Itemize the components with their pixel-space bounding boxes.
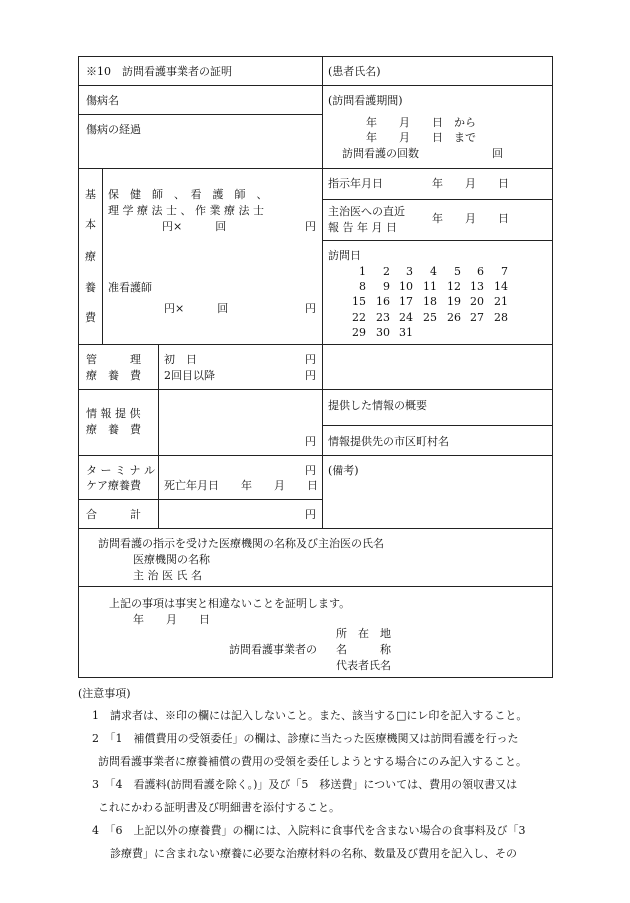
certification-statement: 上記の事項は事実と相違ないことを証明します。 [109,597,351,610]
report-date-label-1: 主治医への直近 [328,205,405,218]
yen-unit: 円 [305,508,316,521]
visit-day[interactable]: 25 [423,311,437,324]
instruction-date-label: 指示年月日 [328,177,383,190]
visit-day[interactable]: 6 [477,265,484,278]
divider [78,528,553,529]
visit-day[interactable]: 11 [423,280,437,293]
divider [322,199,553,200]
visit-period-from: 年 月 日 から [366,116,476,129]
visit-day[interactable]: 29 [352,326,366,339]
yen-unit: 円 [305,353,316,366]
visit-day[interactable]: 28 [494,311,508,324]
basic-cost-char: 基 [85,188,96,201]
visit-day[interactable]: 5 [454,265,461,278]
visit-day[interactable]: 1 [359,265,366,278]
visit-day[interactable]: 26 [447,311,461,324]
info-cost-label-2: 療 養 費 [86,423,141,436]
note-line: 診療費」に含まれない療養に必要な治療材料の名称、数量及び費用を記入し、その [110,847,517,860]
visit-day[interactable]: 18 [423,295,437,308]
patient-name-label: (患者氏名) [328,65,381,78]
yen-unit: 円 [305,435,316,448]
diagnosis-name-label: 傷病名 [86,94,119,107]
note-line: 2 「1 補償費用の受領委任」の欄は、診療に当たった医療機関又は訪問看護を行った [92,732,519,745]
operator-address-label: 所 在 地 [336,627,391,640]
visit-day[interactable]: 19 [447,295,461,308]
visit-period-to: 年 月 日 まで [366,131,476,144]
visit-period-label: (訪問看護期間) [328,94,403,107]
visit-days-label: 訪問日 [328,249,361,262]
yen-unit: 円 [305,464,316,477]
divider [78,499,322,500]
visit-day[interactable]: 31 [399,326,413,339]
visit-day[interactable]: 15 [352,295,366,308]
visit-day[interactable]: 23 [376,311,390,324]
institution-heading: 訪問看護の指示を受けた医療機関の名称及び主治医の氏名 [98,537,384,550]
yen-unit: 円 [305,302,316,315]
divider [78,114,322,115]
terminal-care-label-1: タ ー ミ ナ ル [86,464,155,477]
divider [102,168,103,344]
divider [322,56,323,528]
divider [158,344,159,528]
divider [78,168,553,169]
note-line: 訪問看護事業者に療養補償の費用の受領を委任しようとする場合にのみ記入すること。 [98,755,527,768]
nurse-cost-calc: 円× 回 [162,220,227,233]
visit-day[interactable]: 27 [470,311,484,324]
nurse-types-line2: 理 学 療 法 士 、 作 業 療 法 士 [108,204,264,217]
assistant-nurse-label: 准看護師 [108,281,152,294]
management-first-day: 初 日 [164,353,197,366]
visit-day[interactable]: 24 [399,311,413,324]
nurse-types-line1: 保 健 師 、 看 護 師 、 [108,188,268,201]
divider [78,344,553,345]
note-line: 1 請求者は、※印の欄には記入しないこと。また、該当する□にレ印を記入すること。 [92,709,528,722]
management-cost-label-1: 管 理 [86,353,141,366]
certificate-form [78,56,553,678]
info-summary-label: 提供した情報の概要 [328,399,427,412]
visit-day[interactable]: 7 [501,265,508,278]
divider [78,455,553,456]
notes-heading: (注意事項) [78,687,131,700]
institution-name-label: 医療機関の名称 [133,553,210,566]
visit-day[interactable]: 22 [352,311,366,324]
operator-representative-label: 代表者氏名 [336,659,391,672]
report-date-value: 年 月 日 [432,212,509,225]
visit-day[interactable]: 4 [430,265,437,278]
basic-cost-char: 本 [85,218,96,231]
visit-day[interactable]: 21 [494,295,508,308]
visit-day[interactable]: 30 [376,326,390,339]
basic-cost-char: 費 [85,311,96,324]
note-line: 3 「4 看護料(訪問看護を除く。)」及び「5 移送費」については、費用の領収書又は [92,778,518,791]
note-line: これにかわる証明書及び明細書を添付すること。 [98,801,340,814]
instruction-date-value: 年 月 日 [432,177,509,190]
visit-count-label: 訪問看護の回数 [342,147,419,160]
visit-day[interactable]: 13 [470,280,484,293]
visit-day[interactable]: 20 [470,295,484,308]
divider [78,389,553,390]
total-label: 合 計 [86,508,141,521]
basic-cost-char: 療 [85,250,96,263]
terminal-care-label-2: ケア療養費 [86,479,141,492]
certification-date: 年 月 日 [133,613,210,626]
visit-day[interactable]: 3 [406,265,413,278]
death-date-field: 死亡年月日 年 月 日 [164,479,318,492]
visit-day[interactable]: 8 [359,280,366,293]
visit-day[interactable]: 16 [376,295,390,308]
visit-day[interactable]: 17 [399,295,413,308]
visit-day[interactable]: 10 [399,280,413,293]
yen-unit: 円 [305,369,316,382]
attending-doctor-label: 主 治 医 氏 名 [133,569,202,582]
remarks-label: (備考) [328,464,359,477]
management-cost-label-2: 療 養 費 [86,369,141,382]
divider [78,586,553,587]
divider [78,85,553,86]
note-line: 4 「6 上記以外の療養費」の欄には、入院料に食事代を含まない場合の食事料及び「3 [92,824,526,837]
operator-name-label: 名 称 [336,643,391,656]
visit-day[interactable]: 9 [383,280,390,293]
divider [322,240,553,241]
assistant-nurse-cost-calc: 円× 回 [164,302,229,315]
visit-day[interactable]: 14 [494,280,508,293]
info-cost-label-1: 情 報 提 供 [86,407,141,420]
certificate-title: ※10 訪問看護事業者の証明 [86,65,232,78]
visit-count-unit: 回 [492,147,503,160]
divider [322,425,553,426]
basic-cost-char: 養 [85,281,96,294]
diagnosis-course-label: 傷病の経過 [86,123,141,136]
yen-unit: 円 [305,220,316,233]
info-city-label: 情報提供先の市区町村名 [328,435,449,448]
management-second-onward: 2回目以降 [164,369,215,382]
report-date-label-2: 報 告 年 月 日 [328,221,397,234]
operator-label: 訪問看護事業者の [229,643,317,656]
visit-day[interactable]: 2 [383,265,390,278]
visit-day[interactable]: 12 [447,280,461,293]
